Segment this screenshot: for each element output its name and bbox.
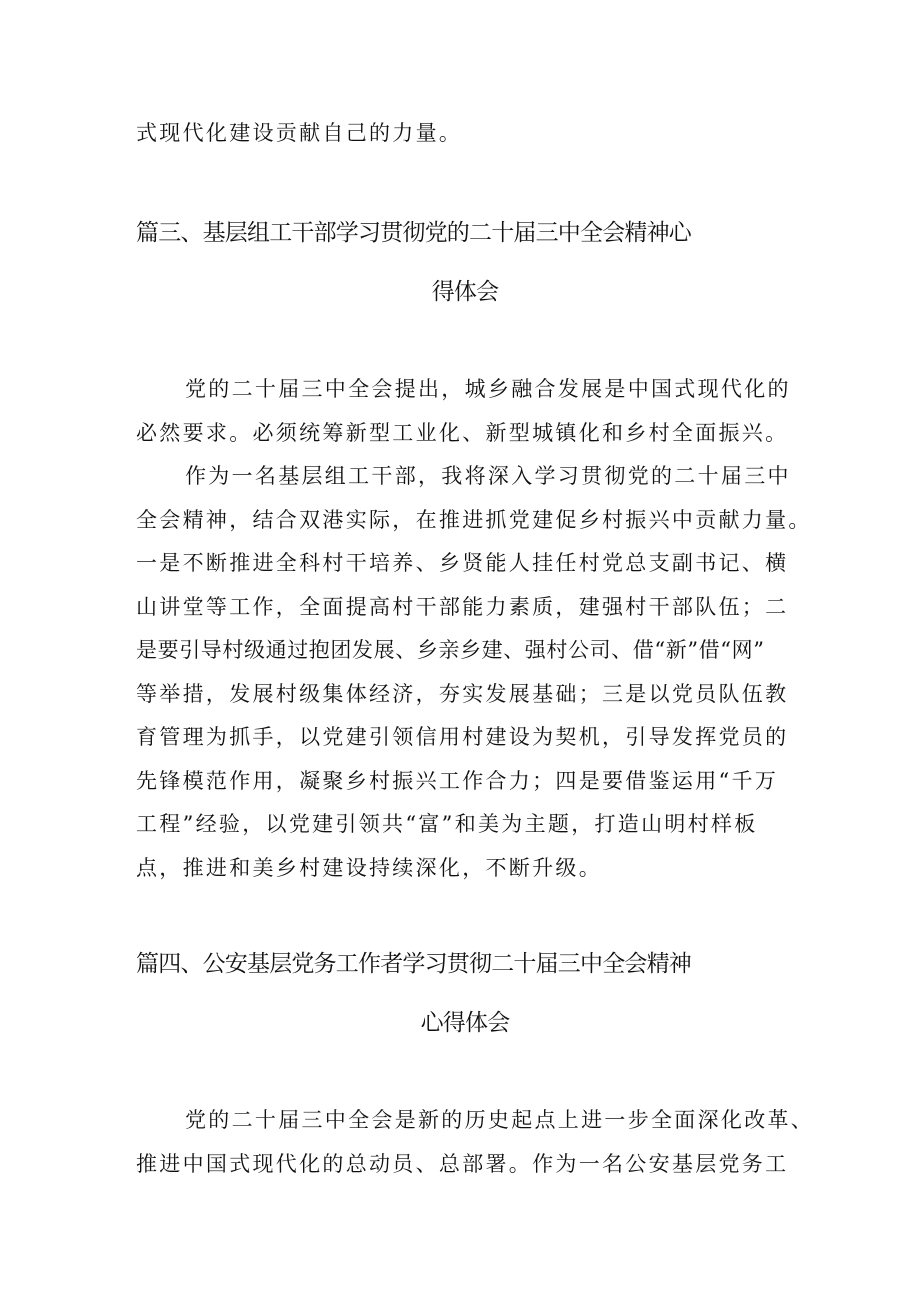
section-3-paragraph-2-line: 作为一名基层组工干部，我将深入学习贯彻党的二十届三中 xyxy=(185,464,791,488)
section-3-title-line-2: 得体会 xyxy=(431,279,499,305)
section-3-paragraph-2-line: 工程”经验，以党建引领共“富”和美为主题，打造山明村样板 xyxy=(136,812,758,836)
section-3-paragraph-2-line: 一是不断推进全科村干培养、乡贤能人挂任村党总支副书记、横 xyxy=(136,551,789,575)
section-3-paragraph-2-line: 等举措，发展村级集体经济，夯实发展基础；三是以党员队伍教 xyxy=(136,682,789,706)
section-4-paragraph-1-line: 推进中国式现代化的总动员、总部署。作为一名公安基层党务工 xyxy=(136,1152,789,1176)
section-4-title-line-2: 心得体会 xyxy=(420,1010,510,1036)
section-3-paragraph-1-line: 必然要求。必须统筹新型工业化、新型城镇化和乡村全面振兴。 xyxy=(136,421,789,445)
section-3-paragraph-2-line: 是要引导村级通过抱团发展、乡亲乡建、强村公司、借“新”借“网” xyxy=(136,638,765,662)
section-4-title-line-1: 篇四、公安基层党务工作者学习贯彻二十届三中全会精神 xyxy=(136,951,692,977)
continuation-line: 式现代化建设贡献自己的力量。 xyxy=(136,121,463,145)
section-3-paragraph-2-line: 全会精神，结合双港实际，在推进抓党建促乡村振兴中贡献力量。 xyxy=(136,508,812,532)
section-3-title-line-1: 篇三、基层组工干部学习贯彻党的二十届三中全会精神心 xyxy=(136,220,692,246)
section-3-paragraph-2-line: 先锋模范作用，凝聚乡村振兴工作合力；四是要借鉴运用“千万 xyxy=(136,769,779,793)
section-3-paragraph-2-line: 点，推进和美乡村建设持续深化，不断升级。 xyxy=(136,856,602,880)
section-4-paragraph-1-line: 党的二十届三中全会是新的历史起点上进一步全面深化改革、 xyxy=(185,1108,815,1132)
section-3-paragraph-2-line: 育管理为抓手，以党建引领信用村建设为契机，引导发挥党员的 xyxy=(136,725,789,749)
section-3-paragraph-1-line: 党的二十届三中全会提出，城乡融合发展是中国式现代化的 xyxy=(185,377,791,401)
section-3-paragraph-2-line: 山讲堂等工作，全面提高村干部能力素质，建强村干部队伍；二 xyxy=(136,595,789,619)
